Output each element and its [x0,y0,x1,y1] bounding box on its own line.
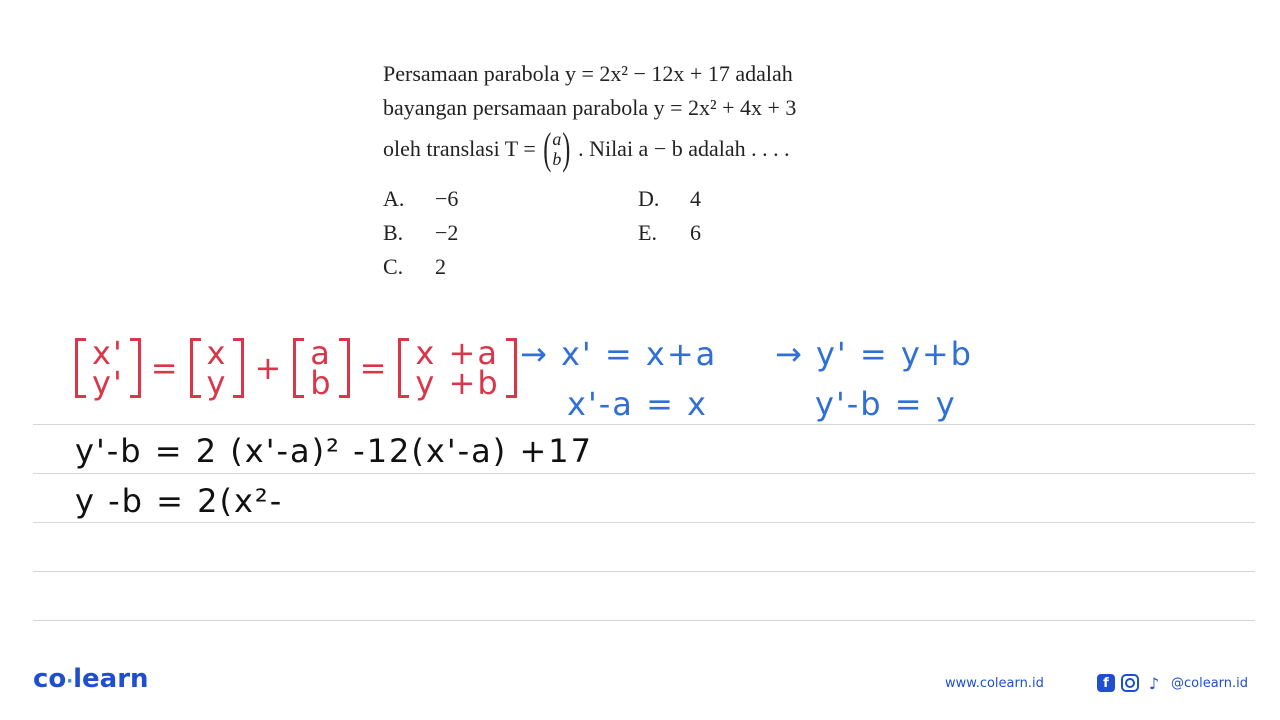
social-links [1097,674,1248,692]
ruled-line [33,571,1255,572]
ruled-line [33,522,1255,523]
matrix-lhs [75,334,141,402]
plus-sign: + [254,349,284,387]
problem-line-3-suffix: . Nilai a − b adalah . . . . [578,136,790,161]
logo-dot: · [66,671,74,692]
handwritten-step-2: y -b = 2(x²- [75,482,284,520]
handwritten-x-relation: → x' = x+a [520,335,718,373]
matrix-xy [190,334,245,402]
matrix-cell: y [206,364,228,402]
matrix-cell: x [206,334,228,372]
option-c [383,250,446,284]
option-key: B. [383,220,404,245]
website-link[interactable]: www.colearn.id [945,676,1044,691]
facebook-icon[interactable]: f [1097,674,1115,692]
option-e [638,216,701,250]
option-value: 2 [435,254,446,279]
option-value: −2 [435,220,459,245]
colearn-logo [33,664,149,694]
vector-top: a [552,129,562,149]
ruled-line [33,473,1255,474]
option-b [383,216,458,250]
translation-vector: ( a b ) [543,124,571,173]
handwritten-matrix-equation [75,334,517,402]
option-key: D. [638,186,660,211]
vector-bottom: b [552,149,562,169]
option-key: A. [383,186,405,211]
ruled-line [33,424,1255,425]
logo-right: learn [73,664,149,694]
problem-line-3-prefix: oleh translasi T = [383,136,536,161]
matrix-cell: x +a [415,334,499,372]
option-d [638,182,701,216]
equals-sign: = [150,349,180,387]
instagram-icon[interactable] [1121,674,1139,692]
option-value: 6 [690,220,701,245]
ruled-line [33,620,1255,621]
problem-line-1: Persamaan parabola y = 2x² − 12x + 17 adalah [383,61,793,86]
matrix-cell: a [310,334,332,372]
matrix-result [398,334,516,402]
matrix-ab [293,334,349,402]
matrix-cell: x' [92,334,124,372]
matrix-cell: y +b [415,364,500,402]
handwritten-y-solved: y'-b = y [815,385,957,423]
matrix-cell: y' [92,364,124,402]
handwritten-step-1: y'-b = 2 (x'-a)² -12(x'-a) +17 [75,432,593,470]
logo-left: co [33,664,67,694]
problem-line-3 [383,126,903,172]
option-a [383,182,458,216]
handwritten-y-relation: → y' = y+b [775,335,973,373]
problem-statement [383,58,903,172]
option-key: E. [638,220,657,245]
equals-sign: = [359,349,389,387]
problem-line-2: bayangan persamaan parabola y = 2x² + 4x + 3 [383,95,797,120]
social-handle: @colearn.id [1171,675,1249,691]
option-value: 4 [690,186,701,211]
matrix-cell: b [310,364,333,402]
option-key: C. [383,254,404,279]
tiktok-icon[interactable]: ♪ [1148,673,1160,693]
option-value: −6 [435,186,459,211]
handwritten-x-solved: x'-a = x [567,385,708,423]
